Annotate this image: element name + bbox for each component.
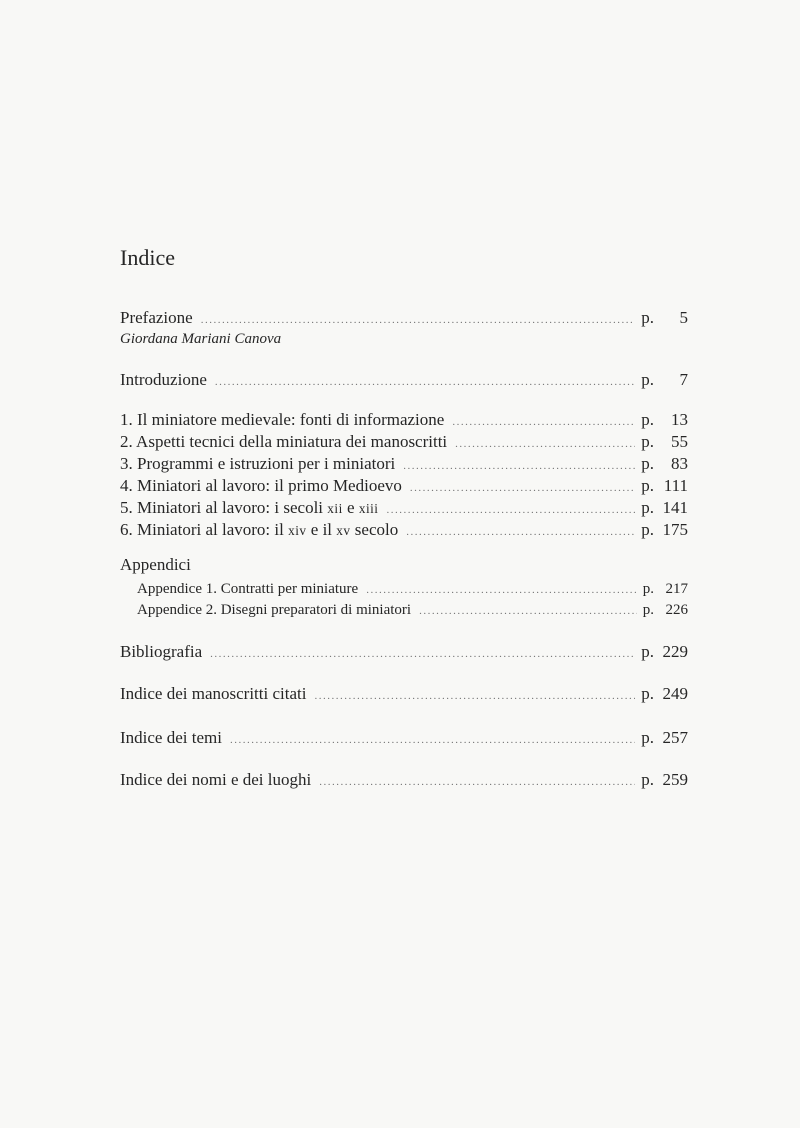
dot-leader bbox=[210, 642, 635, 666]
toc-entry-label: Indice dei nomi e dei luoghi bbox=[120, 770, 312, 789]
page-prefix: p. bbox=[641, 454, 654, 473]
toc-entry-prefazione[interactable] bbox=[120, 306, 688, 330]
page-prefix: p. bbox=[641, 684, 654, 703]
century-numeral: xii bbox=[327, 501, 343, 516]
dot-leader bbox=[406, 520, 635, 544]
dot-leader bbox=[319, 770, 635, 794]
page-prefix: p. bbox=[641, 476, 654, 495]
page-number: 5 bbox=[679, 308, 688, 327]
label-text: e bbox=[342, 498, 359, 517]
toc-entry-indice-manoscritti[interactable] bbox=[120, 682, 688, 706]
toc-entry-label: Introduzione bbox=[120, 370, 207, 389]
toc-entry-label: 2. Aspetti tecnici della miniatura dei manoscritti bbox=[120, 432, 448, 451]
page-number: 229 bbox=[662, 642, 688, 661]
toc-entry-introduzione[interactable] bbox=[120, 368, 688, 392]
dot-leader bbox=[230, 728, 635, 752]
toc-entry-chapter-2[interactable] bbox=[120, 430, 688, 454]
appendici-heading: Appendici bbox=[120, 555, 191, 574]
toc-entry-chapter-1[interactable] bbox=[120, 408, 688, 432]
page-number: 141 bbox=[662, 498, 688, 517]
toc-entry-appendice-2[interactable] bbox=[137, 598, 688, 622]
century-numeral: xiii bbox=[358, 501, 379, 516]
toc-entry-label: Indice dei temi bbox=[120, 728, 222, 747]
label-text: 5. Miniatori al lavoro: i secoli bbox=[120, 498, 328, 517]
page-prefix: p. bbox=[641, 370, 654, 389]
page-number: 217 bbox=[665, 581, 688, 597]
page-prefix: p. bbox=[641, 770, 654, 789]
toc-entry-chapter-4[interactable] bbox=[120, 474, 688, 498]
label-text: e il bbox=[306, 520, 337, 539]
toc-entry-label: Bibliografia bbox=[120, 642, 203, 661]
page-prefix: p. bbox=[641, 642, 654, 661]
page-number: 83 bbox=[671, 454, 688, 473]
page-number: 257 bbox=[662, 728, 688, 747]
page-number: 259 bbox=[662, 770, 688, 789]
page-prefix: p. bbox=[642, 602, 654, 618]
toc-entry-bibliografia[interactable] bbox=[120, 640, 688, 664]
century-numeral: xv bbox=[336, 523, 351, 538]
toc-entry-chapter-5[interactable] bbox=[120, 496, 688, 520]
page-prefix: p. bbox=[641, 432, 654, 451]
page-prefix: p. bbox=[641, 308, 654, 327]
dot-leader bbox=[314, 684, 635, 708]
page-title: Indice bbox=[120, 245, 175, 270]
page-number: 7 bbox=[679, 370, 688, 389]
toc-entry-label: 4. Miniatori al lavoro: il primo Medioevo bbox=[120, 476, 402, 495]
toc-entry-indice-nomi[interactable] bbox=[120, 768, 688, 792]
toc-entry-chapter-3[interactable] bbox=[120, 452, 688, 476]
toc-entry-label: 1. Il miniatore medievale: fonti di informazione bbox=[120, 410, 445, 429]
dot-leader bbox=[215, 370, 635, 394]
toc-entry-label: Prefazione bbox=[120, 308, 193, 327]
page-prefix: p. bbox=[641, 410, 654, 429]
toc-entry-label: Indice dei manoscritti citati bbox=[120, 684, 307, 703]
page-prefix: p. bbox=[642, 581, 654, 597]
page-number: 249 bbox=[662, 684, 688, 703]
dot-leader bbox=[419, 599, 637, 623]
label-text: 6. Miniatori al lavoro: il bbox=[120, 520, 289, 539]
toc-entry-label bbox=[120, 518, 398, 543]
prefazione-author: Giordana Mariani Canova bbox=[120, 331, 282, 347]
toc-entry-label: 3. Programmi e istruzioni per i miniatori bbox=[120, 454, 396, 473]
page-prefix: p. bbox=[641, 498, 654, 517]
page-number: 226 bbox=[665, 602, 688, 618]
page-number: 111 bbox=[663, 476, 688, 495]
page-number: 13 bbox=[671, 410, 688, 429]
page-number: 55 bbox=[671, 432, 688, 451]
toc-entry-label: Appendice 2. Disegni preparatori di miniatori bbox=[137, 602, 412, 618]
toc-entry-indice-temi[interactable] bbox=[120, 726, 688, 750]
label-text: secolo bbox=[350, 520, 399, 539]
page-number: 175 bbox=[662, 520, 688, 539]
page-prefix: p. bbox=[641, 728, 654, 747]
century-numeral: xiv bbox=[288, 523, 307, 538]
toc-entry-label: Appendice 1. Contratti per miniature bbox=[137, 581, 359, 597]
page-prefix: p. bbox=[641, 520, 654, 539]
toc-entry-chapter-6[interactable] bbox=[120, 518, 688, 542]
